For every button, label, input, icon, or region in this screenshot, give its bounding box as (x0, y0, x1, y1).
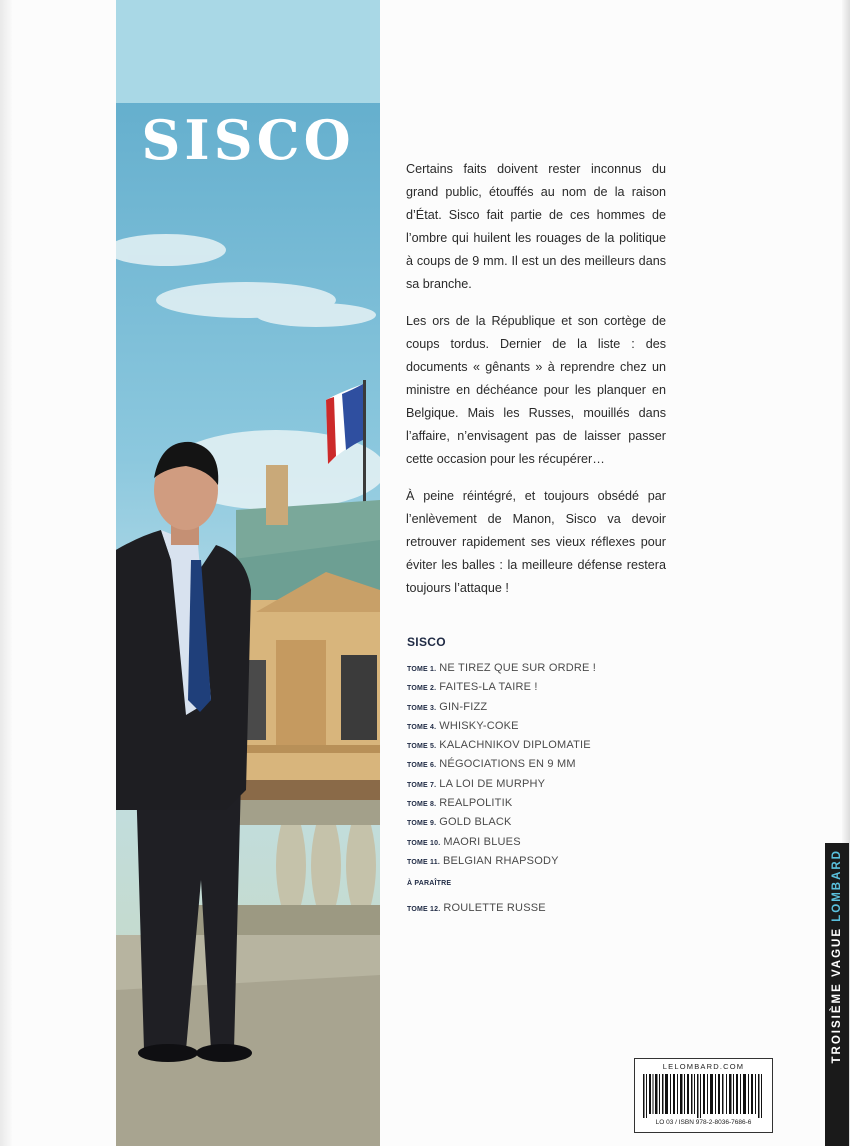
volume-title: LA LOI DE MURPHY (439, 777, 546, 790)
synopsis (406, 158, 666, 614)
top-color-band (116, 0, 380, 103)
volume-title: KALACHNIKOV DIPLOMATIE (439, 739, 591, 752)
barcode-icon (643, 1074, 764, 1118)
synopsis-paragraph-3: À peine réintégré, et toujours obsédé par l’enlèvement de Manon, Sisco va devoir retrouver rapidement ses vieux réflexes pour éviter les balles : la meilleure défense restera toujours l’attaque ! (406, 489, 666, 595)
volume-number: TOME 4. (407, 723, 437, 731)
cover-illustration (116, 0, 380, 1146)
volume-number: TOME 9. (407, 820, 437, 828)
left-edge-shadow (0, 0, 12, 1146)
volume-number: TOME 1. (407, 666, 437, 673)
volume-item (407, 657, 657, 676)
volume-item (407, 676, 657, 695)
synopsis-paragraph-2: Les ors de la République et son cortège de coups tordus. Dernier de la liste : des documents « gênants » à reprendre chez un ministre en déchéance pour les planquer en Belgique. Mais les Russes, mouillés dans l’affaire, n’envisagent pas de laisser passer cette occasion pour les récupérer… (406, 314, 666, 466)
volume-item (407, 715, 657, 734)
volume-number: TOME 5. (407, 743, 437, 751)
publisher-label: LOMBARD (831, 849, 843, 922)
volume-item (407, 792, 657, 811)
volume-title: GIN-FIZZ (439, 700, 488, 713)
volume-number: TOME 8. (407, 801, 437, 809)
barcode-panel (634, 1058, 773, 1133)
series-logo: SISCO (141, 108, 355, 172)
upcoming-label: À PARAÎTRE (407, 880, 452, 887)
collection-name (825, 843, 849, 1146)
volume-title: GOLD BLACK (439, 816, 512, 829)
upcoming-volume (407, 897, 546, 916)
volume-item (407, 696, 657, 715)
volume-title: ROULETTE RUSSE (443, 902, 546, 914)
publisher-url: LELOMBARD.COM (662, 1062, 745, 1071)
synopsis-paragraph-1: Certains faits doivent rester inconnus du grand public, étouffés au nom de la raison d’État. Sisco fait partie de ces hommes de l’ombre qui huilent les rouages de la politique à coups de 9 mm. Il est un des meilleurs dans sa branche. (406, 162, 666, 291)
volume-number: TOME 11. (407, 858, 440, 866)
collection-label: TROISIÈME VAGUE (831, 926, 843, 1064)
volume-number: TOME 12. (407, 906, 441, 913)
isbn-text: LO 03 / ISBN 978-2-8036-7686-6 (655, 1119, 752, 1126)
volume-title: NE TIREZ QUE SUR ORDRE ! (439, 662, 597, 674)
volume-number: TOME 10. (407, 839, 441, 847)
volume-item (407, 773, 657, 792)
volume-number: TOME 2. (407, 685, 437, 693)
volume-item (407, 831, 657, 850)
volume-number: TOME 3. (407, 704, 437, 712)
collection-spine (825, 843, 849, 1146)
volume-item (407, 734, 657, 753)
volume-list (407, 657, 657, 869)
volume-title: BELGIAN RHAPSODY (442, 854, 559, 867)
volume-title: REALPOLITIK (439, 797, 513, 810)
volume-item (407, 850, 657, 869)
series-list-title: SISCO (407, 635, 446, 649)
clouds (116, 234, 380, 510)
volume-title: FAITES-LA TAIRE ! (439, 681, 538, 694)
volume-title: MAORI BLUES (443, 835, 521, 848)
volume-title: WHISKY-COKE (439, 719, 519, 732)
volume-number: TOME 7. (407, 781, 437, 789)
volume-number: TOME 6. (407, 762, 437, 770)
volume-item (407, 811, 657, 830)
volume-title: NÉGOCIATIONS EN 9 MM (439, 758, 576, 771)
volume-item (407, 753, 657, 772)
